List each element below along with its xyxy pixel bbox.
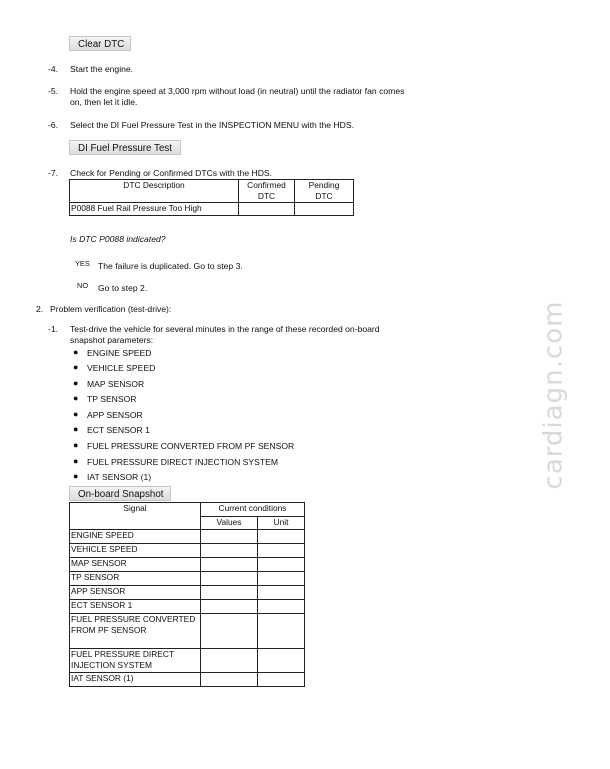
table-row — [70, 572, 305, 586]
step-4-text: Start the engine. — [70, 64, 134, 74]
value-cell — [201, 673, 258, 687]
table-row — [70, 544, 305, 558]
pending-dtc-header: Pending DTC — [295, 180, 354, 203]
clear-dtc-button[interactable]: Clear DTC — [69, 36, 131, 51]
bullet-icon: ● — [73, 362, 79, 372]
list-item: ECT SENSOR 1 — [87, 425, 150, 435]
step-5-text-line2: on, then let it idle. — [70, 97, 138, 107]
table-row — [70, 673, 305, 687]
unit-cell — [258, 673, 305, 687]
unit-cell — [258, 586, 305, 600]
bullet-icon: ● — [73, 378, 79, 388]
signal-cell: FUEL PRESSURE DIRECT INJECTION SYSTEM — [70, 649, 201, 673]
question-text: Is DTC P0088 indicated? — [70, 234, 166, 244]
signal-cell: APP SENSOR — [70, 586, 201, 600]
list-item: MAP SENSOR — [87, 379, 145, 389]
section-2-number: 2. — [36, 304, 44, 314]
table-row — [70, 649, 305, 673]
di-fuel-pressure-test-button[interactable]: DI Fuel Pressure Test — [69, 140, 181, 155]
step-7-number: -7. — [48, 168, 59, 178]
step-6-number: -6. — [48, 120, 59, 130]
no-label: NO — [77, 281, 89, 290]
value-cell — [201, 544, 258, 558]
section-2-step-1-text-line1: Test-drive the vehicle for several minutes in the range of these recorded on-board — [70, 324, 380, 334]
confirmed-dtc-cell — [239, 203, 295, 216]
bullet-icon: ● — [73, 409, 79, 419]
value-cell — [201, 614, 258, 649]
signal-header: Signal — [70, 503, 201, 530]
bullet-icon: ● — [73, 456, 79, 466]
dtc-table — [69, 179, 354, 216]
unit-cell — [258, 614, 305, 649]
snapshot-table — [69, 502, 305, 687]
unit-header: Unit — [258, 516, 305, 530]
table-row — [70, 586, 305, 600]
yes-label: YES — [75, 259, 90, 268]
snapshot-table-header-row — [70, 503, 305, 517]
list-item: IAT SENSOR (1) — [87, 472, 152, 482]
bullet-icon: ● — [73, 440, 79, 450]
step-5-text-line1: Hold the engine speed at 3,000 rpm without load (in neutral) until the radiator fan comes — [70, 86, 405, 96]
section-2-step-1-number: -1. — [48, 324, 59, 334]
value-cell — [201, 558, 258, 572]
step-5-number: -5. — [48, 86, 59, 96]
table-row — [70, 614, 305, 649]
dtc-description-header: DTC Description — [70, 180, 239, 203]
no-answer-link[interactable]: Go to step 2. — [98, 283, 148, 293]
table-row — [70, 203, 354, 216]
list-item: TP SENSOR — [87, 394, 137, 404]
current-conditions-header: Current conditions — [201, 503, 305, 517]
value-cell — [201, 572, 258, 586]
unit-cell — [258, 600, 305, 614]
unit-cell — [258, 572, 305, 586]
signal-cell: ENGINE SPEED — [70, 530, 201, 544]
step-4-number: -4. — [48, 64, 59, 74]
signal-cell: ECT SENSOR 1 — [70, 600, 201, 614]
unit-cell — [258, 530, 305, 544]
watermark-text: cardiagn.com — [538, 300, 569, 490]
table-row — [70, 600, 305, 614]
bullet-icon: ● — [73, 471, 79, 481]
signal-cell: FUEL PRESSURE CONVERTED FROM PF SENSOR — [70, 614, 201, 649]
dtc-description-cell: P0088 Fuel Rail Pressure Too High — [70, 203, 239, 216]
value-cell — [201, 649, 258, 673]
list-item: FUEL PRESSURE DIRECT INJECTION SYSTEM — [87, 457, 279, 467]
yes-answer-link[interactable]: The failure is duplicated. Go to step 3. — [98, 261, 243, 271]
value-cell — [201, 586, 258, 600]
signal-cell: IAT SENSOR (1) — [70, 673, 201, 687]
dtc-table-header-row — [70, 180, 354, 203]
values-header: Values — [201, 516, 258, 530]
unit-cell — [258, 649, 305, 673]
section-2-title: Problem verification (test-drive): — [50, 304, 172, 314]
step-6-text: Select the DI Fuel Pressure Test in the INSPECTION MENU with the HDS. — [70, 120, 355, 130]
bullet-icon: ● — [73, 424, 79, 434]
signal-cell: TP SENSOR — [70, 572, 201, 586]
confirmed-dtc-header: Confirmed DTC — [239, 180, 295, 203]
value-cell — [201, 600, 258, 614]
onboard-snapshot-button[interactable]: On-board Snapshot — [69, 486, 171, 501]
section-2-step-1-text-line2: snapshot parameters: — [70, 335, 154, 345]
bullet-icon: ● — [73, 347, 79, 357]
list-item: VEHICLE SPEED — [87, 363, 156, 373]
value-cell — [201, 530, 258, 544]
unit-cell — [258, 544, 305, 558]
bullet-icon: ● — [73, 393, 79, 403]
list-item: FUEL PRESSURE CONVERTED FROM PF SENSOR — [87, 441, 295, 451]
signal-cell: MAP SENSOR — [70, 558, 201, 572]
table-row — [70, 530, 305, 544]
signal-cell: VEHICLE SPEED — [70, 544, 201, 558]
pending-dtc-cell — [295, 203, 354, 216]
table-row — [70, 558, 305, 572]
unit-cell — [258, 558, 305, 572]
step-7-text: Check for Pending or Confirmed DTCs with the HDS. — [70, 168, 273, 178]
list-item: APP SENSOR — [87, 410, 143, 420]
list-item: ENGINE SPEED — [87, 348, 152, 358]
